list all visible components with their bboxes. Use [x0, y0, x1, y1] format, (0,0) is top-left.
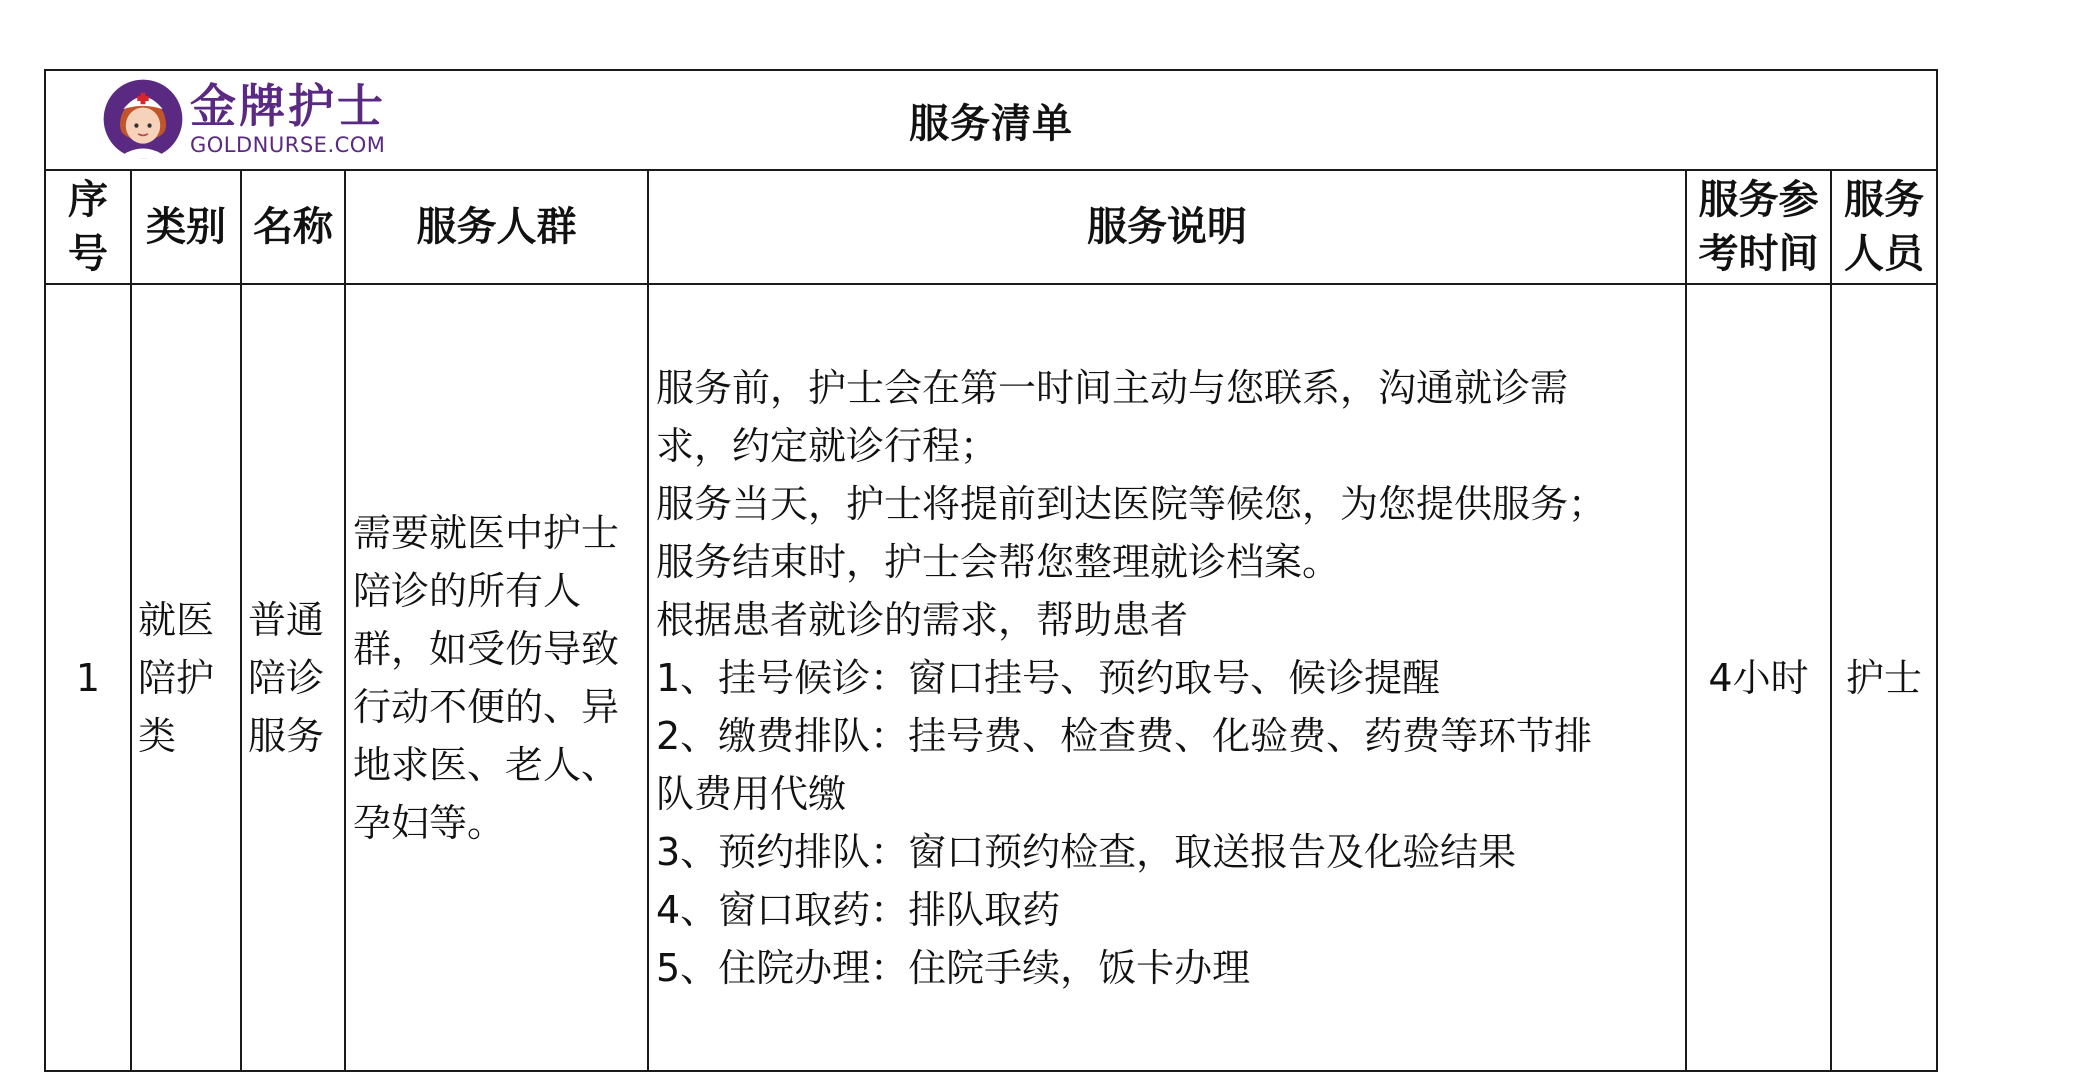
cell-category: 就医 陪护 类 — [131, 284, 241, 1071]
description-line: 服务当天，护士将提前到达医院等候您，为您提供服务； — [656, 481, 1607, 526]
description-line: 根据患者就诊的需求，帮助患者 — [656, 597, 1189, 642]
description-line: 2、缴费排队：挂号费、检查费、化验费、药费等环节排 — [656, 713, 1593, 758]
logo-text — [190, 78, 386, 157]
column-header-row — [45, 170, 1937, 284]
service-table — [44, 69, 1938, 1072]
title-row — [45, 70, 1937, 170]
logo-brand-cn: 金牌护士 — [190, 78, 386, 133]
header-category: 类别 — [131, 170, 241, 284]
service-list-sheet — [44, 69, 1936, 1070]
description-line: 求，约定就诊行程； — [656, 423, 999, 468]
description-line: 4、窗口取药：排队取药 — [656, 887, 1061, 932]
header-description: 服务说明 — [648, 170, 1686, 284]
header-staff: 服务 人员 — [1831, 170, 1937, 284]
cell-ref-time: 4小时 — [1686, 284, 1831, 1071]
description-line: 服务结束时，护士会帮您整理就诊档案。 — [656, 539, 1341, 584]
description-line: 队费用代缴 — [656, 771, 847, 816]
goldnurse-logo — [102, 71, 394, 167]
description-line: 3、预约排队：窗口预约检查，取送报告及化验结果 — [656, 829, 1517, 874]
cell-seq: 1 — [45, 284, 131, 1071]
page-title: 服务清单 — [909, 100, 1074, 147]
description-line: 1、挂号候诊：窗口挂号、预约取号、候诊提醒 — [656, 655, 1441, 700]
header-seq: 序 号 — [45, 170, 131, 284]
cell-name: 普通 陪诊 服务 — [241, 284, 345, 1071]
cell-audience: 需要就医中护士 陪诊的所有人 群，如受伤导致 行动不便的、异 地求医、老人、 孕妇等。 — [345, 284, 648, 1071]
logo-brand-en: GOLDNURSE.COM — [190, 132, 386, 157]
title-cell — [45, 70, 1937, 170]
description-line: 5、住院办理：住院手续，饭卡办理 — [656, 945, 1251, 990]
header-name: 名称 — [241, 170, 345, 284]
table-row — [45, 284, 1937, 1071]
description-line: 服务前，护士会在第一时间主动与您联系，沟通就诊需 — [656, 365, 1569, 410]
cell-staff: 护士 — [1831, 284, 1937, 1071]
cell-description — [648, 284, 1686, 1071]
header-audience: 服务人群 — [345, 170, 648, 284]
header-ref-time: 服务参 考时间 — [1686, 170, 1831, 284]
nurse-mascot-icon — [102, 78, 184, 160]
